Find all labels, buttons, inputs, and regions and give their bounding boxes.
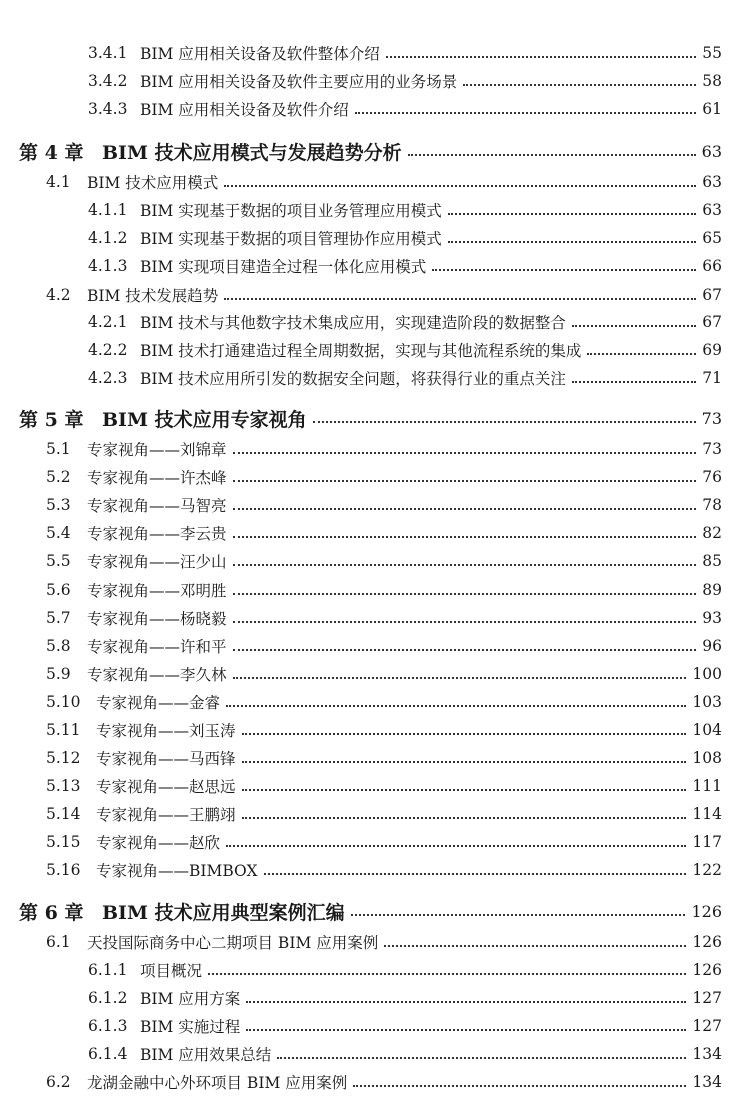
- toc-entry: [0, 309, 750, 335]
- entry-page: 66: [702, 257, 722, 275]
- entry-page: 114: [692, 805, 722, 823]
- dot-leader: [355, 112, 696, 114]
- entry-page: 100: [692, 665, 722, 683]
- toc-entry: [0, 492, 750, 518]
- entry-title: 专家视角——杨晓毅: [87, 610, 227, 628]
- toc-entry: [0, 633, 750, 659]
- entry-number: 4.1: [46, 173, 71, 191]
- toc-entry: [0, 548, 750, 574]
- entry-number: 第 4 章: [19, 141, 84, 164]
- entry-number: 3.4.1: [88, 44, 128, 62]
- dot-leader: [448, 241, 696, 243]
- toc-entry: [0, 1069, 750, 1095]
- entry-page: 63: [702, 201, 722, 219]
- entry-page: 103: [692, 693, 722, 711]
- entry-number: 5.15: [46, 833, 81, 851]
- entry-page: 58: [702, 72, 722, 90]
- dot-leader: [233, 480, 697, 482]
- entry-page: 96: [702, 637, 722, 655]
- toc-entry: [0, 605, 750, 631]
- entry-page: 122: [692, 861, 722, 879]
- entry-number: 6.1: [46, 933, 71, 951]
- entry-page: 126: [692, 961, 722, 979]
- entry-title: 专家视角——许和平: [87, 638, 227, 656]
- dot-leader: [224, 185, 696, 187]
- entry-title: BIM 实现基于数据的项目管理协作应用模式: [140, 230, 442, 248]
- entry-number: 6.1.4: [88, 1045, 128, 1063]
- entry-page: 85: [702, 552, 722, 570]
- dot-leader: [224, 298, 696, 300]
- dot-leader: [246, 1029, 686, 1031]
- entry-title: BIM 实施过程: [140, 1018, 241, 1036]
- entry-number: 5.9: [46, 665, 71, 683]
- entry-number: 6.1.2: [88, 989, 128, 1007]
- toc-entry: [0, 464, 750, 490]
- entry-title: 专家视角——马西锋: [96, 750, 236, 768]
- entry-title: 天投国际商务中心二期项目 BIM 应用案例: [87, 934, 379, 952]
- dot-leader: [572, 325, 696, 327]
- chapter-entry: [0, 896, 750, 926]
- entry-title: BIM 技术应用模式与发展趋势分析: [102, 141, 402, 164]
- entry-title: BIM 应用相关设备及软件整体介绍: [140, 45, 380, 63]
- entry-number: 5.10: [46, 693, 81, 711]
- dot-leader: [587, 353, 696, 355]
- dot-leader: [233, 536, 697, 538]
- dot-leader: [408, 154, 696, 156]
- entry-page: 73: [702, 440, 722, 458]
- toc-entry: [0, 773, 750, 799]
- dot-leader: [233, 677, 687, 679]
- dot-leader: [233, 564, 697, 566]
- entry-title: BIM 技术应用所引发的数据安全问题，将获得行业的重点关注: [140, 370, 566, 388]
- entry-title: BIM 实现基于数据的项目业务管理应用模式: [140, 202, 442, 220]
- entry-number: 4.2: [46, 286, 71, 304]
- entry-page: 67: [702, 313, 722, 331]
- entry-title: 专家视角——刘玉涛: [96, 722, 236, 740]
- entry-title: BIM 应用相关设备及软件主要应用的业务场景: [140, 73, 458, 91]
- chapter-entry: [0, 403, 750, 433]
- entry-number: 4.1.1: [88, 201, 128, 219]
- entry-number: 5.4: [46, 524, 71, 542]
- entry-title: BIM 技术应用专家视角: [102, 408, 307, 431]
- dot-leader: [233, 621, 697, 623]
- entry-number: 5.14: [46, 805, 81, 823]
- entry-title: BIM 技术打通建造过程全周期数据，实现与其他流程系统的集成: [140, 342, 582, 360]
- toc-entry: [0, 169, 750, 195]
- entry-page: 104: [692, 721, 722, 739]
- dot-leader: [208, 973, 686, 975]
- entry-number: 5.6: [46, 581, 71, 599]
- dot-leader: [351, 914, 686, 916]
- entry-page: 111: [692, 777, 722, 795]
- entry-page: 134: [692, 1073, 722, 1091]
- entry-number: 第 6 章: [19, 901, 84, 924]
- toc-entry: [0, 801, 750, 827]
- dot-leader: [242, 761, 687, 763]
- entry-number: 6.2: [46, 1073, 71, 1091]
- entry-number: 4.2.2: [88, 341, 128, 359]
- entry-title: 专家视角——马智亮: [87, 497, 227, 515]
- entry-title: 专家视角——李久林: [87, 666, 227, 684]
- dot-leader: [432, 269, 696, 271]
- entry-page: 127: [692, 1017, 722, 1035]
- toc-entry: [0, 197, 750, 223]
- entry-page: 63: [702, 173, 722, 191]
- toc-entry: [0, 436, 750, 462]
- entry-page: 117: [692, 833, 722, 851]
- entry-title: 专家视角——赵思远: [96, 778, 236, 796]
- entry-number: 6.1.3: [88, 1017, 128, 1035]
- entry-number: 3.4.3: [88, 100, 128, 118]
- entry-number: 6.1.1: [88, 961, 128, 979]
- dot-leader: [233, 593, 697, 595]
- dot-leader: [242, 817, 687, 819]
- dot-leader: [226, 705, 686, 707]
- toc-entry: [0, 68, 750, 94]
- toc-entry: [0, 829, 750, 855]
- toc-entry: [0, 745, 750, 771]
- entry-page: 126: [691, 901, 722, 921]
- entry-page: 108: [692, 749, 722, 767]
- toc-entry: [0, 96, 750, 122]
- entry-number: 第 5 章: [19, 408, 84, 431]
- dot-leader: [384, 945, 686, 947]
- entry-title: 专家视角——刘锦章: [87, 441, 227, 459]
- dot-leader: [386, 56, 696, 58]
- toc-entry: [0, 253, 750, 279]
- entry-page: 126: [692, 933, 722, 951]
- entry-title: BIM 应用效果总结: [140, 1046, 272, 1064]
- entry-page: 78: [702, 496, 722, 514]
- dot-leader: [264, 873, 687, 875]
- toc-entry: [0, 985, 750, 1011]
- entry-title: 项目概况: [140, 962, 203, 980]
- dot-leader: [246, 1001, 686, 1003]
- entry-number: 5.2: [46, 468, 71, 486]
- entry-number: 4.2.3: [88, 369, 128, 387]
- entry-page: 69: [702, 341, 722, 359]
- entry-page: 73: [701, 408, 722, 428]
- entry-page: 89: [702, 581, 722, 599]
- entry-title: 专家视角——汪少山: [87, 553, 227, 571]
- entry-page: 65: [702, 229, 722, 247]
- toc-entry: [0, 929, 750, 955]
- toc-entry: [0, 689, 750, 715]
- entry-page: 82: [702, 524, 722, 542]
- entry-number: 4.1.2: [88, 229, 128, 247]
- entry-number: 5.8: [46, 637, 71, 655]
- entry-title: BIM 应用方案: [140, 990, 241, 1008]
- toc-entry: [0, 577, 750, 603]
- entry-title: BIM 技术与其他数字技术集成应用，实现建造阶段的数据整合: [140, 314, 566, 332]
- toc-entry: [0, 337, 750, 363]
- dot-leader: [242, 789, 687, 791]
- entry-number: 3.4.2: [88, 72, 128, 90]
- toc-entry: [0, 282, 750, 308]
- entry-title: 专家视角——许杰峰: [87, 469, 227, 487]
- entry-title: BIM 技术应用模式: [87, 174, 219, 192]
- entry-page: 67: [702, 286, 722, 304]
- entry-number: 5.11: [46, 721, 81, 739]
- dot-leader: [463, 84, 696, 86]
- entry-page: 61: [702, 100, 722, 118]
- toc-entry: [0, 1041, 750, 1067]
- entry-page: 71: [702, 369, 722, 387]
- entry-title: BIM 技术发展趋势: [87, 287, 219, 305]
- entry-number: 5.5: [46, 552, 71, 570]
- dot-leader: [233, 452, 697, 454]
- entry-number: 5.16: [46, 861, 81, 879]
- dot-leader: [226, 845, 686, 847]
- dot-leader: [353, 1085, 686, 1087]
- entry-page: 76: [702, 468, 722, 486]
- toc-entry: [0, 1013, 750, 1039]
- toc-entry: [0, 365, 750, 391]
- toc-entry: [0, 857, 750, 883]
- chapter-entry: [0, 136, 750, 166]
- dot-leader: [572, 381, 696, 383]
- dot-leader: [277, 1057, 686, 1059]
- entry-title: BIM 应用相关设备及软件介绍: [140, 101, 349, 119]
- dot-leader: [242, 733, 687, 735]
- entry-title: BIM 实现项目建造全过程一体化应用模式: [140, 258, 427, 276]
- entry-number: 5.1: [46, 440, 71, 458]
- toc-entry: [0, 717, 750, 743]
- entry-title: 专家视角——李云贵: [87, 525, 227, 543]
- toc-entry: [0, 661, 750, 687]
- entry-number: 5.12: [46, 749, 81, 767]
- entry-number: 5.3: [46, 496, 71, 514]
- dot-leader: [233, 649, 697, 651]
- toc-entry: [0, 957, 750, 983]
- entry-page: 127: [692, 989, 722, 1007]
- entry-title: 专家视角——邓明胜: [87, 582, 227, 600]
- entry-number: 4.2.1: [88, 313, 128, 331]
- entry-title: 龙湖金融中心外环项目 BIM 应用案例: [87, 1074, 348, 1092]
- toc-entry: [0, 40, 750, 66]
- entry-title: 专家视角——金睿: [96, 694, 221, 712]
- toc-entry: [0, 225, 750, 251]
- entry-title: 专家视角——BIMBOX: [96, 862, 258, 880]
- entry-page: 55: [702, 44, 722, 62]
- toc-entry: [0, 520, 750, 546]
- entry-page: 63: [701, 141, 722, 161]
- entry-page: 93: [702, 609, 722, 627]
- entry-title: 专家视角——赵欣: [96, 834, 221, 852]
- dot-leader: [233, 508, 697, 510]
- entry-number: 5.13: [46, 777, 81, 795]
- entry-page: 134: [692, 1045, 722, 1063]
- entry-title: BIM 技术应用典型案例汇编: [102, 901, 345, 924]
- entry-number: 5.7: [46, 609, 71, 627]
- dot-leader: [313, 421, 696, 423]
- dot-leader: [448, 213, 696, 215]
- entry-number: 4.1.3: [88, 257, 128, 275]
- entry-title: 专家视角——王鹏翊: [96, 806, 236, 824]
